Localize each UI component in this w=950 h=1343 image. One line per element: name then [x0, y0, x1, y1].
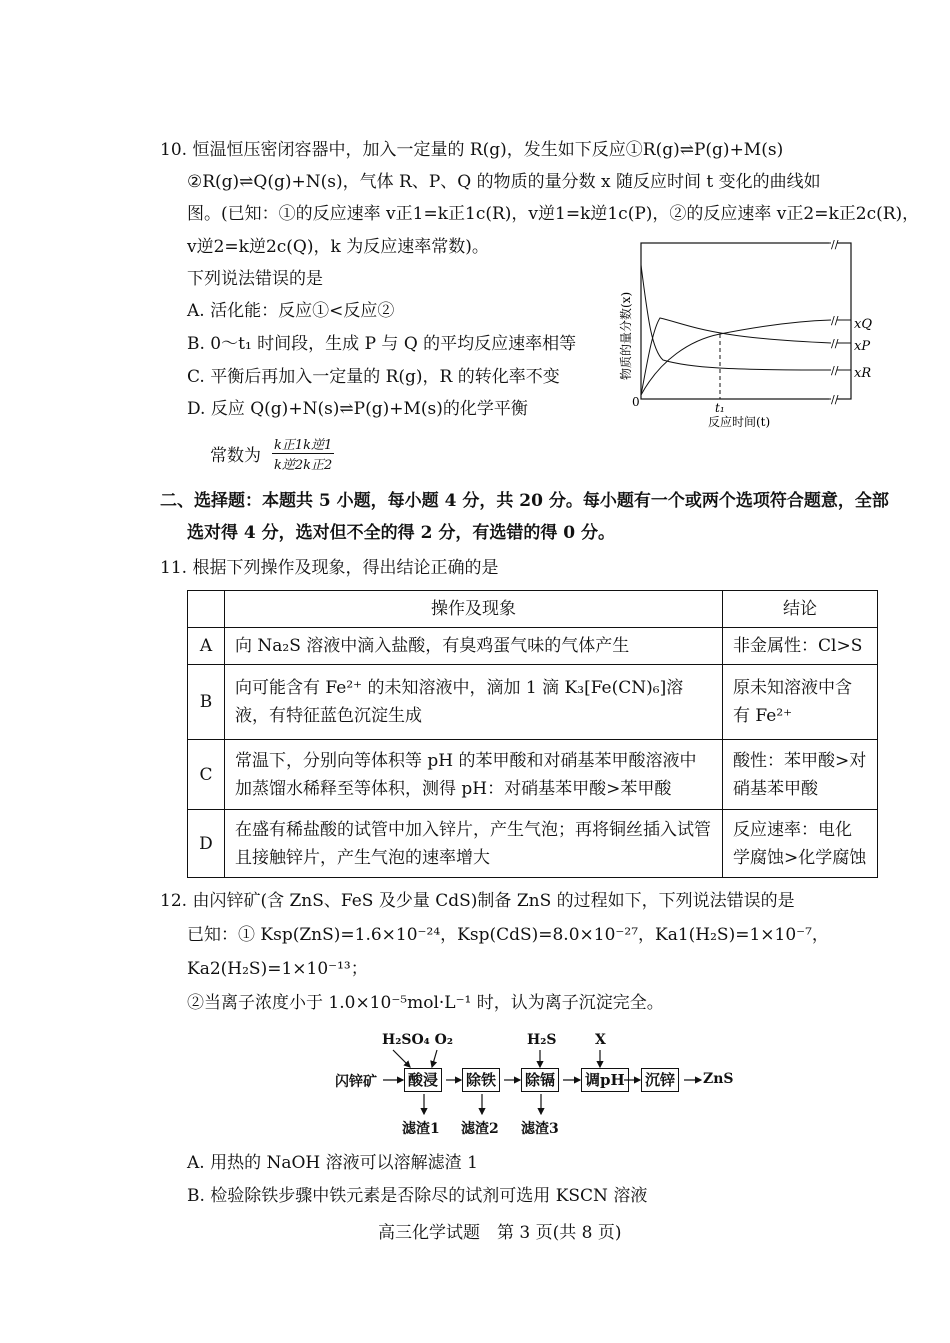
- row-conclusion: 反应速率：电化学腐蚀>化学腐蚀: [723, 810, 878, 878]
- y-axis-label: 物质的量分数(x): [619, 291, 633, 380]
- flow-input-h2s: H₂S: [527, 1032, 557, 1048]
- q10-option-c: C. 平衡后再加入一定量的 R(g)，R 的转化率不变: [187, 367, 560, 387]
- x-axis-label: 反应时间(t): [708, 415, 771, 429]
- header-operation: 操作及现象: [225, 591, 723, 628]
- flow-input-x: X: [595, 1032, 606, 1048]
- q10-line4: v逆2=k逆2c(Q)，k 为反应速率常数)。: [187, 237, 489, 257]
- label-xP: xP: [854, 339, 871, 354]
- svg-text://: //: [831, 240, 839, 251]
- flow-step-acid-leach: 酸浸: [404, 1068, 442, 1092]
- q10-prompt: 下列说法错误的是: [187, 269, 323, 289]
- row-label: A: [188, 628, 225, 665]
- flow-start: 闪锌矿: [335, 1074, 377, 1090]
- q12-option-b: B. 检验除铁步骤中铁元素是否除尽的试剂可选用 KSCN 溶液: [187, 1186, 648, 1206]
- section2-line1: 二、选择题：本题共 5 小题，每小题 4 分，共 20 分。每小题有一个或两个选项符合题意，全部: [160, 491, 889, 511]
- header-conclusion: 结论: [723, 591, 878, 628]
- q10-line3: 图。(已知：①的反应速率 v正1=k正1c(R)，v逆1=k逆1c(P)，②的反应速率 v正2=k正2c(R)，: [187, 204, 920, 224]
- flow-residue-2: 滤渣2: [461, 1121, 499, 1137]
- q12-known3: ②当离子浓度小于 1.0×10⁻⁵mol·L⁻¹ 时，认为离子沉淀完全。: [187, 993, 664, 1013]
- row-operation: 向可能含有 Fe²⁺ 的未知溶液中，滴加 1 滴 K₃[Fe(CN)₆]溶液，有特征蓝色沉淀生成: [225, 665, 723, 740]
- page-footer: 高三化学试题 第 3 页(共 8 页): [378, 1223, 622, 1243]
- flow-step-precipitate-zinc: 沉锌: [641, 1068, 679, 1092]
- svg-text://: //: [831, 314, 839, 327]
- flow-residue-1: 滤渣1: [402, 1121, 440, 1137]
- q10-line1: 10. 恒温恒压密闭容器中，加入一定量的 R(g)，发生如下反应①R(g)⇌P(g)+M(s): [160, 140, 784, 160]
- flow-step-remove-cadmium: 除镉: [521, 1068, 559, 1092]
- row-label: D: [188, 810, 225, 878]
- q10-option-a: A. 活化能：反应①<反应②: [187, 301, 395, 321]
- svg-text://: //: [831, 337, 839, 350]
- fraction-denominator: k逆2k正2: [274, 458, 333, 473]
- svg-text://: //: [831, 364, 839, 377]
- q11-stem: 11. 根据下列操作及现象，得出结论正确的是: [160, 558, 499, 578]
- row-operation: 向 Na₂S 溶液中滴入盐酸，有臭鸡蛋气味的气体产生: [225, 628, 723, 665]
- row-conclusion: 原未知溶液中含有 Fe²⁺: [723, 665, 878, 740]
- t1-tick: t₁: [715, 401, 725, 415]
- q10-line2: ②R(g)⇌Q(g)+N(s)，气体 R、P、Q 的物质的量分数 x 随反应时间 t 变化的曲线如: [187, 172, 821, 192]
- svg-text://: //: [831, 393, 839, 406]
- fraction-numerator: k正1k逆1: [272, 434, 334, 454]
- label-xR: xR: [854, 366, 872, 381]
- flow-step-adjust-ph: 调pH: [581, 1068, 629, 1092]
- row-label: B: [188, 665, 225, 740]
- row-operation: 在盛有稀盐酸的试管中加入锌片，产生气泡；再将铜丝插入试管且接触锌片，产生气泡的速率增大: [225, 810, 723, 878]
- origin-label: 0: [632, 395, 640, 409]
- row-label: C: [188, 740, 225, 810]
- q10-option-d: D. 反应 Q(g)+N(s)⇌P(g)+M(s)的化学平衡: [187, 399, 528, 419]
- label-xQ: xQ: [854, 317, 872, 332]
- flow-input-h2so4-o2: H₂SO₄ O₂: [382, 1032, 453, 1048]
- row-conclusion: 酸性：苯甲酸>对硝基苯甲酸: [723, 740, 878, 810]
- q12-stem: 12. 由闪锌矿(含 ZnS、FeS 及少量 CdS)制备 ZnS 的过程如下，下列说法错误的是: [160, 891, 795, 911]
- q12-option-a: A. 用热的 NaOH 溶液可以溶解滤渣 1: [187, 1153, 478, 1173]
- flow-step-remove-iron: 除铁: [462, 1068, 500, 1092]
- q12-known2: Ka2(H₂S)=1×10⁻¹³；: [187, 959, 368, 979]
- flow-residue-3: 滤渣3: [521, 1121, 559, 1137]
- flow-end: ZnS: [703, 1071, 734, 1087]
- q10-option-b: B. 0～t₁ 时间段，生成 P 与 Q 的平均反应速率相等: [187, 334, 577, 354]
- row-conclusion: 非金属性：Cl>S: [723, 628, 878, 665]
- section2-line2: 选对得 4 分，选对但不全的得 2 分，有选错的得 0 分。: [187, 523, 615, 543]
- q10-option-d-cont: 常数为: [210, 446, 261, 466]
- row-operation: 常温下，分别向等体积等 pH 的苯甲酸和对硝基苯甲酸溶液中加蒸馏水稀释至等体积，测得 pH：对硝基苯甲酸>苯甲酸: [225, 740, 723, 810]
- q12-known1: 已知：① Ksp(ZnS)=1.6×10⁻²⁴，Ksp(CdS)=8.0×10⁻²⁷，Ka1(H₂S)=1×10⁻⁷，: [187, 925, 829, 945]
